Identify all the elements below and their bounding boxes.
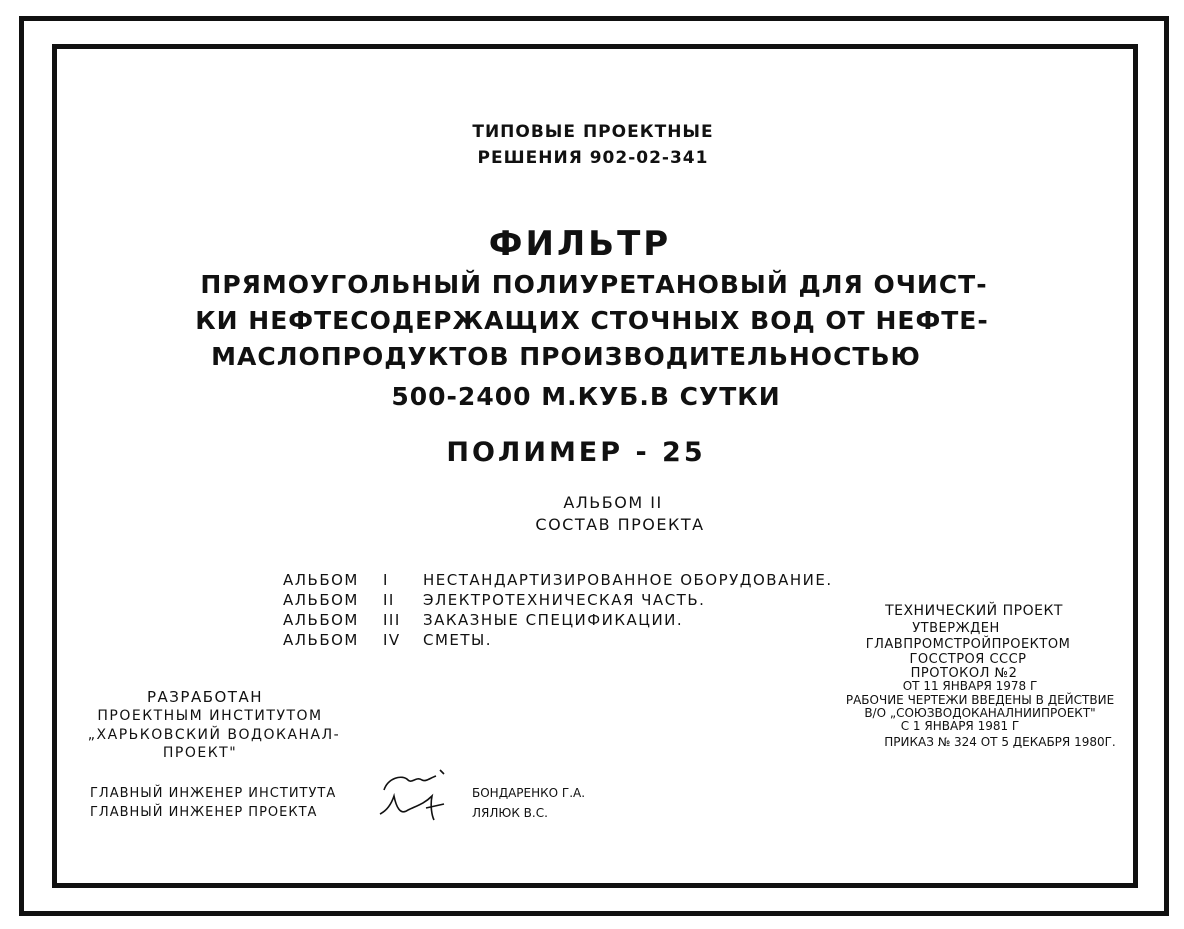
signature-name-2: ЛЯЛЮК В.С. [472, 806, 548, 820]
approval-line-1: ТЕХНИЧЕСКИЙ ПРОЕКТ [885, 603, 1063, 619]
approval-line-8: В/О „СОЮЗВОДОКАНАЛНИИПРОЕКТ" [864, 706, 1096, 720]
document-title: ФИЛЬТР [488, 224, 672, 264]
approval-line-4: ГОССТРОЯ СССР [909, 652, 1027, 667]
composition-num: IV [383, 631, 401, 649]
approval-line-5: ПРОТОКОЛ №2 [910, 666, 1018, 681]
approval-line-7: РАБОЧИЕ ЧЕРТЕЖИ ВВЕДЕНЫ В ДЕЙСТВИЕ [845, 693, 1115, 707]
composition-album: АЛЬБОМ [283, 611, 359, 629]
album-subtitle: СОСТАВ ПРОЕКТА [535, 515, 705, 534]
composition-album: АЛЬБОМ [283, 591, 359, 609]
signature-name-1: БОНДАРЕНКО Г.А. [472, 786, 586, 800]
handwritten-signature [378, 766, 458, 822]
approval-line-9: С 1 ЯНВАРЯ 1981 Г [900, 719, 1020, 733]
approval-line-10: ПРИКАЗ № 324 ОТ 5 ДЕКАБРЯ 1980Г. [884, 735, 1116, 749]
description-line-3: МАСЛОПРОДУКТОВ ПРОИЗВОДИТЕЛЬНОСТЬЮ [211, 342, 921, 371]
approval-line-3: ГЛАВПРОМСТРОЙПРОЕКТОМ [865, 637, 1071, 652]
composition-desc: НЕСТАНДАРТИЗИРОВАННОЕ ОБОРУДОВАНИЕ. [423, 571, 833, 589]
composition-album: АЛЬБОМ [283, 571, 359, 589]
developer-line-1: РАЗРАБОТАН [146, 688, 264, 706]
composition-list [283, 571, 833, 649]
signature-role-2: ГЛАВНЫЙ ИНЖЕНЕР ПРОЕКТА [90, 805, 318, 820]
developer-line-3: „ХАРЬКОВСКИЙ ВОДОКАНАЛ- [87, 727, 341, 743]
description-line-4: 500-2400 М.КУБ.В СУТКИ [391, 382, 781, 411]
composition-row [283, 611, 833, 629]
composition-album: АЛЬБОМ [283, 631, 359, 649]
developer-line-2: ПРОЕКТНЫМ ИНСТИТУТОМ [97, 708, 323, 724]
composition-desc: СМЕТЫ. [423, 631, 493, 649]
composition-desc: ЭЛЕКТРОТЕХНИЧЕСКАЯ ЧАСТЬ. [423, 591, 706, 609]
composition-desc: ЗАКАЗНЫЕ СПЕЦИФИКАЦИИ. [423, 611, 684, 629]
album-label: АЛЬБОМ II [563, 493, 663, 512]
series-line-1: ТИПОВЫЕ ПРОЕКТНЫЕ [472, 122, 714, 142]
approval-line-2: УТВЕРЖДЕН [912, 621, 1000, 636]
composition-num: I [383, 571, 389, 589]
description-line-2: КИ НЕФТЕСОДЕРЖАЩИХ СТОЧНЫХ ВОД ОТ НЕФТЕ- [195, 306, 989, 335]
series-line-2: РЕШЕНИЯ 902-02-341 [477, 148, 709, 168]
composition-row [283, 591, 833, 609]
description-line-1: ПРЯМОУГОЛЬНЫЙ ПОЛИУРЕТАНОВЫЙ ДЛЯ ОЧИСТ- [200, 270, 988, 299]
composition-row [283, 571, 833, 589]
approval-line-6: ОТ 11 ЯНВАРЯ 1978 Г [902, 679, 1038, 693]
developer-line-4: ПРОЕКТ" [162, 745, 238, 761]
signature-role-1: ГЛАВНЫЙ ИНЖЕНЕР ИНСТИТУТА [90, 786, 337, 801]
composition-num: III [383, 611, 401, 629]
composition-num: II [383, 591, 395, 609]
product-name: ПОЛИМЕР - 25 [446, 437, 706, 468]
composition-row [283, 631, 833, 649]
